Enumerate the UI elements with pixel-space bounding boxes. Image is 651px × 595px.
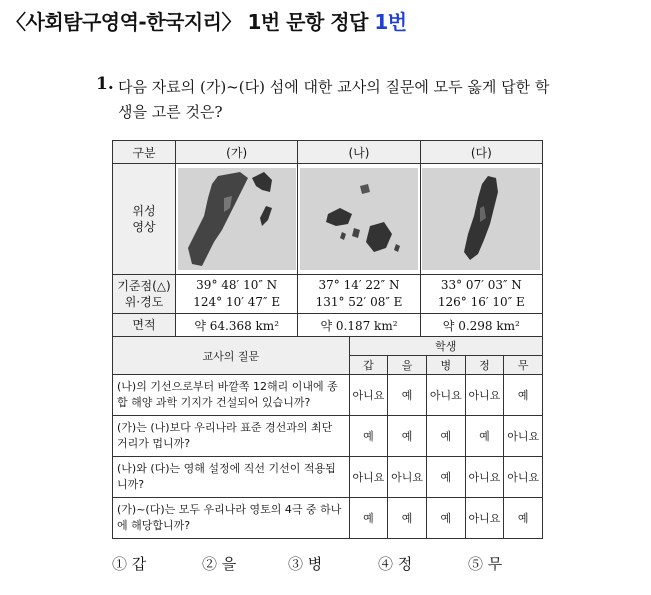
answer-cell: 아니요 (465, 375, 504, 416)
area-cell: 약 64.368 km² (176, 314, 298, 337)
satellite-image-da (420, 164, 542, 275)
coord-row-label: 기준점(△) 위·경도 (113, 275, 176, 314)
col-header: 구분 (113, 141, 176, 164)
student-name: 무 (504, 356, 543, 375)
choice-2[interactable]: ② 을 (202, 555, 237, 573)
answer-cell: 예 (426, 416, 465, 457)
image-row-label: 위성 영상 (113, 164, 176, 275)
answer-cell: 예 (349, 416, 388, 457)
answer-cell: 예 (388, 375, 427, 416)
latitude: 33° 07′ 03″ N (440, 278, 522, 292)
satellite-image-ga (176, 164, 298, 275)
student-name: 정 (465, 356, 504, 375)
island-ga-image (178, 168, 296, 270)
choice-1[interactable]: ① 갑 (112, 555, 147, 573)
answer-cell: 아니요 (504, 457, 543, 498)
question-header: 교사의 질문 (113, 337, 350, 375)
answer-cell: 아니요 (349, 375, 388, 416)
table-row (113, 498, 543, 539)
latitude: 39° 48′ 10″ N (196, 278, 278, 292)
choice-4[interactable]: ④ 정 (378, 555, 413, 573)
teacher-question: (나)의 기선으로부터 바깥쪽 12해리 이내에 종합 해양 과학 기지가 건설되어 있습니까? (113, 375, 350, 416)
area-row-label: 면적 (113, 314, 176, 337)
page-header (6, 6, 407, 35)
answer-cell: 예 (504, 375, 543, 416)
header-answer: 1번 (374, 10, 407, 34)
island-da-image (422, 168, 540, 270)
answer-cell: 아니요 (465, 498, 504, 539)
coord-cell (420, 275, 542, 314)
answer-cell: 예 (388, 498, 427, 539)
teacher-question: (가)~(다)는 모두 우리나라 영토의 4극 중 하나에 해당합니까? (113, 498, 350, 539)
island-table (112, 140, 543, 337)
area-cell: 약 0.298 km² (420, 314, 542, 337)
answer-cell: 아니요 (388, 457, 427, 498)
satellite-image-na (298, 164, 420, 275)
answer-cell: 예 (349, 498, 388, 539)
answer-cell: 아니요 (504, 416, 543, 457)
longitude: 131° 52′ 08″ E (315, 295, 403, 309)
question-number: 1. (96, 74, 114, 94)
teacher-question: (나)와 (다)는 영해 설정에 직선 기선이 적용됩니까? (113, 457, 350, 498)
teacher-question: (가)는 (나)보다 우리나라 표준 경선과의 최단 거리가 멉니까? (113, 416, 350, 457)
island-na-image (300, 168, 418, 270)
latitude: 37° 14′ 22″ N (318, 278, 400, 292)
coord-cell (298, 275, 420, 314)
answer-table (112, 336, 543, 539)
header-title: 〈사회탐구영역-한국지리〉 1번 문항 정답 (6, 10, 375, 34)
longitude: 126° 16′ 10″ E (437, 295, 525, 309)
longitude: 124° 10′ 47″ E (193, 295, 281, 309)
island-header: (가) (176, 141, 298, 164)
answer-cell: 예 (426, 498, 465, 539)
coord-cell (176, 275, 298, 314)
choice-3[interactable]: ③ 병 (288, 555, 323, 573)
table-row (113, 457, 543, 498)
student-header: 학생 (349, 337, 542, 356)
answer-cell: 아니요 (349, 457, 388, 498)
answer-cell: 아니요 (426, 375, 465, 416)
island-header: (나) (298, 141, 420, 164)
choice-5[interactable]: ⑤ 무 (468, 555, 503, 573)
table-row (113, 375, 543, 416)
answer-cell: 예 (426, 457, 465, 498)
island-header: (다) (420, 141, 542, 164)
answer-cell: 예 (504, 498, 543, 539)
student-name: 갑 (349, 356, 388, 375)
answer-cell: 예 (465, 416, 504, 457)
answer-cell: 아니요 (465, 457, 504, 498)
area-cell: 약 0.187 km² (298, 314, 420, 337)
student-name: 병 (426, 356, 465, 375)
student-name: 을 (388, 356, 427, 375)
answer-cell: 예 (388, 416, 427, 457)
table-row (113, 416, 543, 457)
question-text: 다음 자료의 (가)~(다) 섬에 대한 교사의 질문에 모두 옳게 답한 학생을 고른 것은? (118, 78, 550, 121)
